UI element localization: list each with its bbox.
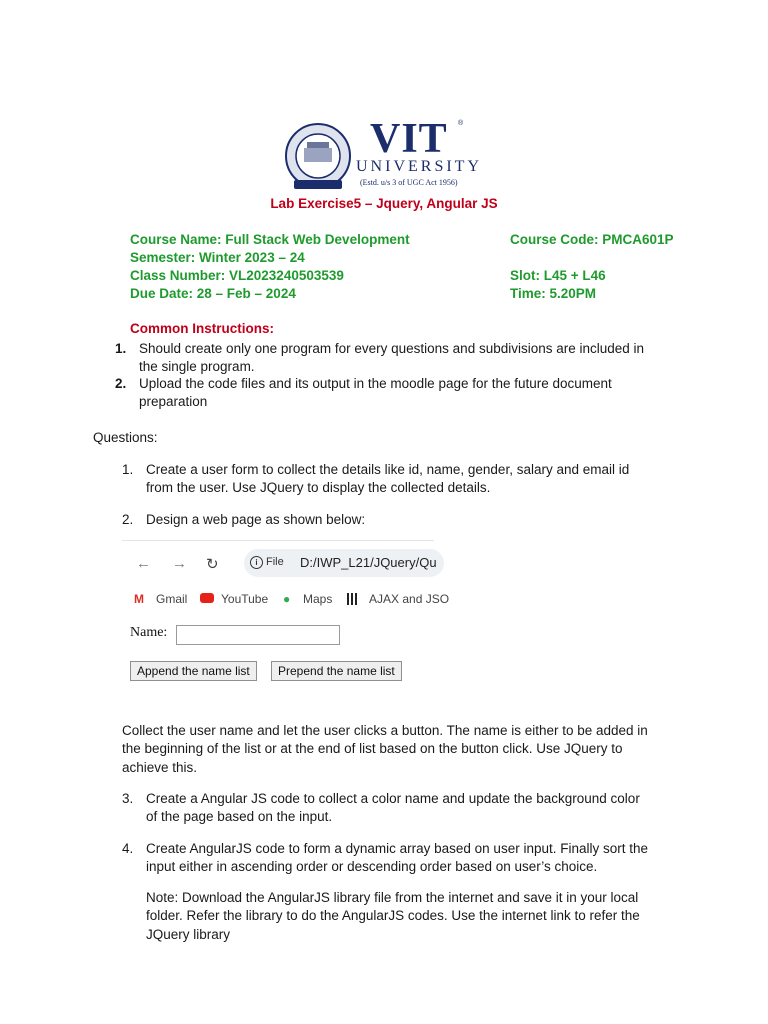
bookmark-maps[interactable]: Maps — [303, 592, 333, 606]
time: Time: 5.20PM — [510, 286, 597, 301]
note-text: JQuery library — [146, 927, 231, 942]
course-code: Course Code: PMCA601P — [510, 232, 674, 247]
questions-heading: Questions: — [93, 430, 158, 445]
question-text: Create AngularJS code to form a dynamic array based on user input. Finally sort the — [146, 841, 649, 856]
note-text: folder. Refer the library to do the AngularJS codes. Use the internet link to refer the — [146, 908, 640, 923]
question-text: Create a Angular JS code to collect a color name and update the background color — [146, 791, 640, 806]
url-text[interactable]: D:/IWP_L21/JQuery/Qu — [300, 555, 437, 570]
vit-logo — [282, 116, 482, 194]
question-text: Design a web page as shown below: — [146, 512, 366, 527]
bookmark-gmail[interactable]: Gmail — [156, 592, 188, 606]
logo-vit-text: VIT — [370, 116, 448, 162]
prepend-button[interactable]: Prepend the name list — [271, 661, 402, 681]
course-name: Course Name: Full Stack Web Development — [130, 232, 410, 247]
instruction-text: Upload the code files and its output in the moodle page for the future document — [139, 376, 612, 391]
class-number: Class Number: VL2023240503539 — [130, 268, 344, 283]
append-button[interactable]: Append the name list — [130, 661, 257, 681]
bookmark-youtube[interactable]: YouTube — [221, 592, 269, 606]
logo-university-text: UNIVERSITY — [356, 158, 482, 175]
semester: Semester: Winter 2023 – 24 — [130, 250, 305, 265]
back-arrow-icon[interactable]: ← — [136, 555, 151, 572]
question-number: 2. — [122, 512, 134, 527]
question-text: of the page based on the input. — [146, 809, 333, 824]
forward-arrow-icon[interactable]: → — [172, 555, 187, 572]
slot: Slot: L45 + L46 — [510, 268, 606, 283]
question-text: input either in ascending order or descending order based on user’s choice. — [146, 859, 598, 874]
question-number: 4. — [122, 841, 134, 856]
name-input[interactable] — [176, 625, 340, 645]
instruction-text: the single program. — [139, 359, 255, 374]
question-text: from the user. Use JQuery to display the collected details. — [146, 480, 491, 495]
lab-title: Lab Exercise5 – Jquery, Angular JS — [270, 196, 498, 211]
question-number: 1. — [122, 462, 134, 477]
maps-pin-icon: ● — [283, 592, 291, 606]
reload-icon[interactable]: ↻ — [206, 556, 219, 573]
browser-screenshot — [122, 540, 450, 689]
youtube-icon — [200, 593, 214, 603]
qr-code-icon — [347, 593, 359, 605]
instruction-text: Should create only one program for every questions and subdivisions are included in — [139, 341, 645, 356]
question-description: Collect the user name and let the user clicks a button. The name is either to be added in — [122, 723, 648, 738]
due-date: Due Date: 28 – Feb – 2024 — [130, 286, 296, 301]
info-icon[interactable]: i — [250, 556, 263, 569]
file-label: File — [266, 556, 284, 568]
instruction-number: 1. — [115, 341, 127, 356]
question-description: achieve this. — [122, 760, 198, 775]
question-text: Create a user form to collect the details like id, name, gender, salary and email id — [146, 462, 630, 477]
logo-registered-mark: ® — [458, 120, 464, 127]
instruction-text: preparation — [139, 394, 208, 409]
name-label: Name: — [130, 625, 168, 640]
question-number: 3. — [122, 791, 134, 806]
question-description: the beginning of the list or at the end of list based on the button click. Use JQuery to — [122, 741, 623, 756]
bookmark-ajax[interactable]: AJAX and JSO — [369, 592, 450, 606]
logo-estd-text: (Estd. u/s 3 of UGC Act 1956) — [360, 178, 458, 187]
common-instructions-heading: Common Instructions: — [130, 321, 274, 336]
university-seal-icon — [282, 122, 354, 194]
gmail-icon: M — [134, 592, 144, 606]
instruction-number: 2. — [115, 376, 127, 391]
note-text: Note: Download the AngularJS library file from the internet and save it in your local — [146, 890, 639, 905]
